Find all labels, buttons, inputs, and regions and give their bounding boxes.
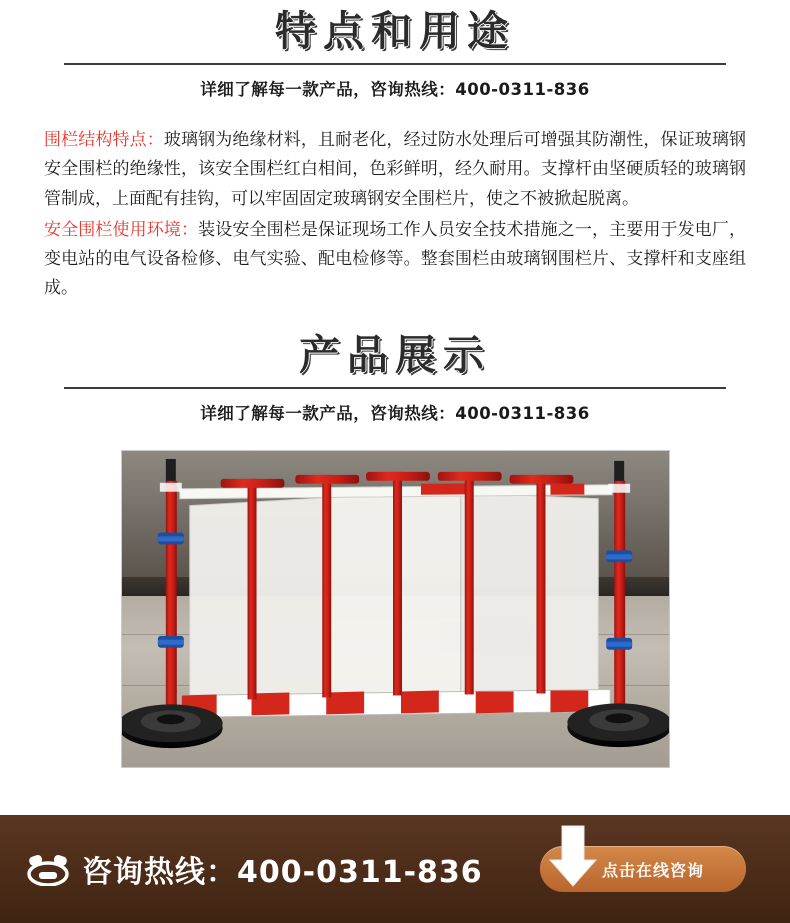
showcase-title-divider — [64, 387, 726, 389]
hotline-label: 咨询热线： — [82, 855, 237, 890]
showcase-section-header — [0, 306, 790, 424]
title-divider — [64, 63, 726, 65]
paragraph-environment — [44, 216, 746, 304]
hotline-number: 400-0311-836 — [237, 855, 483, 890]
hotline-text — [82, 847, 483, 891]
features-section-header — [0, 0, 790, 100]
safety-fence-illustration — [122, 451, 669, 767]
down-arrow-icon — [548, 824, 598, 890]
showcase-hotline-subtitle: 详细了解每一款产品，咨询热线：400-0311-836 — [200, 403, 590, 423]
online-consult-label: 点击在线咨询 — [602, 860, 705, 880]
paragraph-structure — [44, 126, 746, 214]
features-title: 特点和用途 — [275, 7, 515, 55]
paragraph-environment-lead: 安全围栏使用环境： — [44, 219, 199, 240]
features-hotline-subtitle: 详细了解每一款产品，咨询热线：400-0311-836 — [200, 80, 590, 100]
showcase-title: 产品展示 — [299, 330, 491, 379]
telephone-icon — [26, 852, 70, 886]
contact-bottom-bar — [0, 815, 790, 923]
features-copy — [44, 126, 746, 303]
product-photo — [121, 450, 670, 768]
online-consult-button[interactable] — [540, 846, 746, 892]
paragraph-environment-text: 装设安全围栏是保证现场工作人员安全技术措施之一，主要用于发电厂，变电站的电气设备检修、电气实验、配电检修等。整套围栏由玻璃钢围栏片、支撑杆和支座组成。 — [44, 219, 746, 299]
paragraph-structure-lead: 围栏结构特点： — [44, 130, 164, 151]
paragraph-structure-text: 玻璃钢为绝缘材料，且耐老化，经过防水处理后可增强其防潮性，保证玻璃钢安全围栏的绝缘性，该安全围栏红白相间，色彩鲜明，经久耐用。支撑杆由坚硬质轻的玻璃钢管制成，上面配有挂钩，可以牢固固定玻璃钢安全围栏片，使之不被掀起脱离。 — [44, 130, 746, 209]
